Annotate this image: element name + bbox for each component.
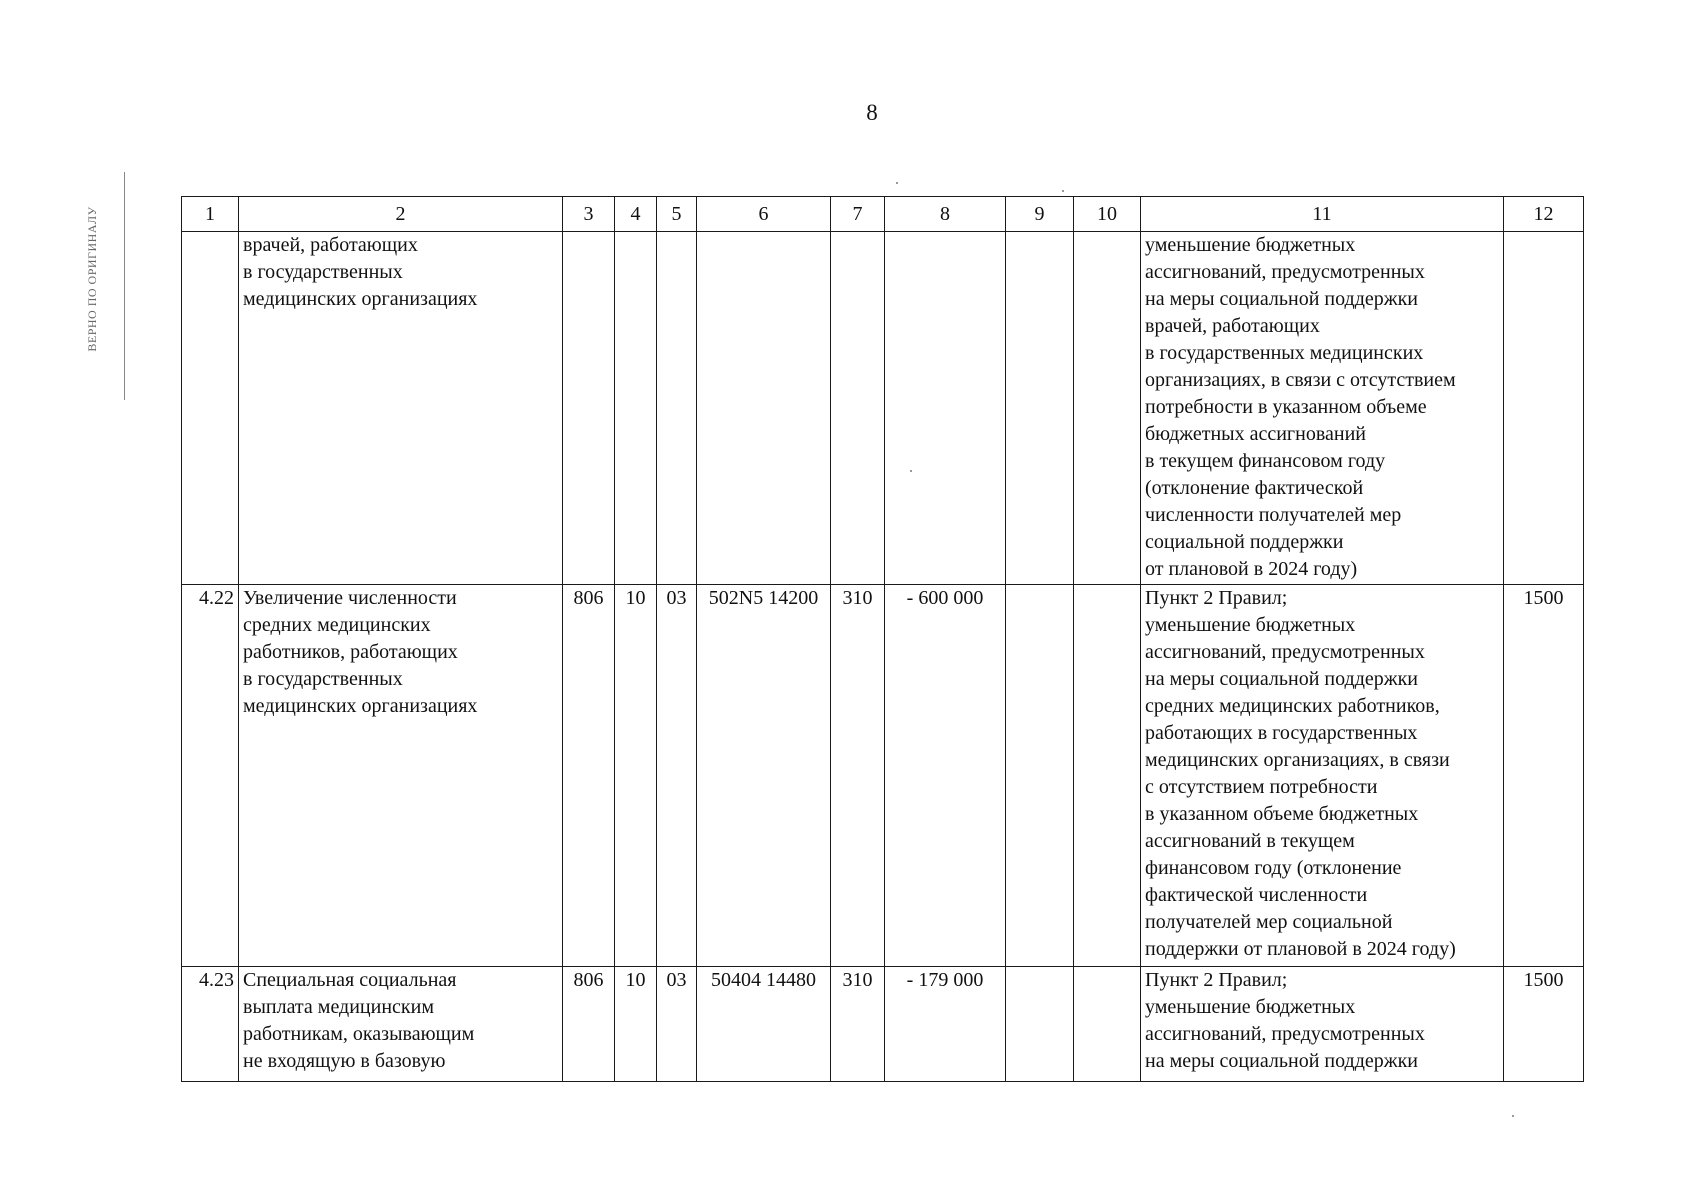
row-number: 4.22 [182,585,239,967]
row-note: Пункт 2 Правил; уменьшение бюджетных ассигнований, предусмотренных на меры социальной поддержки средних медицинских работников, работающих в государственных медицинских организациях, в связи с отсутствием потребности в указанном объеме бюджетных ассигнований в текущем финансовом году (отклонение фактической численности получателей мер социальной поддержки от плановой в 2024 году) [1141,585,1504,967]
header-row [182,197,1584,232]
cell-col10 [1074,967,1141,1082]
speck [1062,190,1064,192]
cell-col3: 806 [563,967,615,1082]
speck [1512,1115,1514,1117]
cell-col5: 03 [657,585,697,967]
table-row [182,585,1584,967]
column-header: 5 [657,197,697,232]
row-name: Увеличение численности средних медицинских работников, работающих в государственных медицинских организациях [239,585,563,967]
column-header: 3 [563,197,615,232]
cell-col7 [831,232,885,585]
cell-code [1504,232,1584,585]
cell-col10 [1074,585,1141,967]
cell-col4: 10 [615,585,657,967]
cell-amount: - 179 000 [885,967,1006,1082]
cell-col3 [563,232,615,585]
page-number: 8 [866,100,878,125]
stamp-text: ВЕРНО ПО ОРИГИНАЛУ [85,206,99,352]
row-name: Специальная социальная выплата медицинским работникам, оказывающим не входящую в базовую [239,967,563,1082]
cell-col9 [1006,585,1074,967]
column-header: 8 [885,197,1006,232]
cell-col4: 10 [615,967,657,1082]
row-name: врачей, работающих в государственных медицинских организациях [239,232,563,585]
speck [896,182,898,184]
cell-col3: 806 [563,585,615,967]
column-header: 1 [182,197,239,232]
table-row [182,967,1584,1082]
column-header: 11 [1141,197,1504,232]
budget-table [181,196,1584,1082]
cell-col6 [697,232,831,585]
row-note: Пункт 2 Правил; уменьшение бюджетных ассигнований, предусмотренных на меры социальной поддержки [1141,967,1504,1082]
cell-col10 [1074,232,1141,585]
cell-col7: 310 [831,967,885,1082]
cell-amount: - 600 000 [885,585,1006,967]
cell-code: 1500 [1504,967,1584,1082]
column-header: 4 [615,197,657,232]
cell-col4 [615,232,657,585]
row-number: 4.23 [182,967,239,1082]
cell-col9 [1006,232,1074,585]
cell-col5 [657,232,697,585]
cell-col7: 310 [831,585,885,967]
column-header: 2 [239,197,563,232]
cell-col6: 50404 14480 [697,967,831,1082]
column-header: 9 [1006,197,1074,232]
column-header: 12 [1504,197,1584,232]
cell-col5: 03 [657,967,697,1082]
side-stamp [60,172,125,400]
column-header: 6 [697,197,831,232]
cell-code: 1500 [1504,585,1584,967]
table-row [182,232,1584,585]
row-note: уменьшение бюджетных ассигнований, предусмотренных на меры социальной поддержки врачей, работающих в государственных медицинских организациях, в связи с отсутствием потребности в указанном объеме бюджетных ассигнований в текущем финансовом году (отклонение фактической численности получателей мер социальной поддержки от плановой в 2024 году) [1141,232,1504,585]
column-header: 7 [831,197,885,232]
cell-col9 [1006,967,1074,1082]
row-number [182,232,239,585]
column-header: 10 [1074,197,1141,232]
cell-col6: 502N5 14200 [697,585,831,967]
cell-amount [885,232,1006,585]
